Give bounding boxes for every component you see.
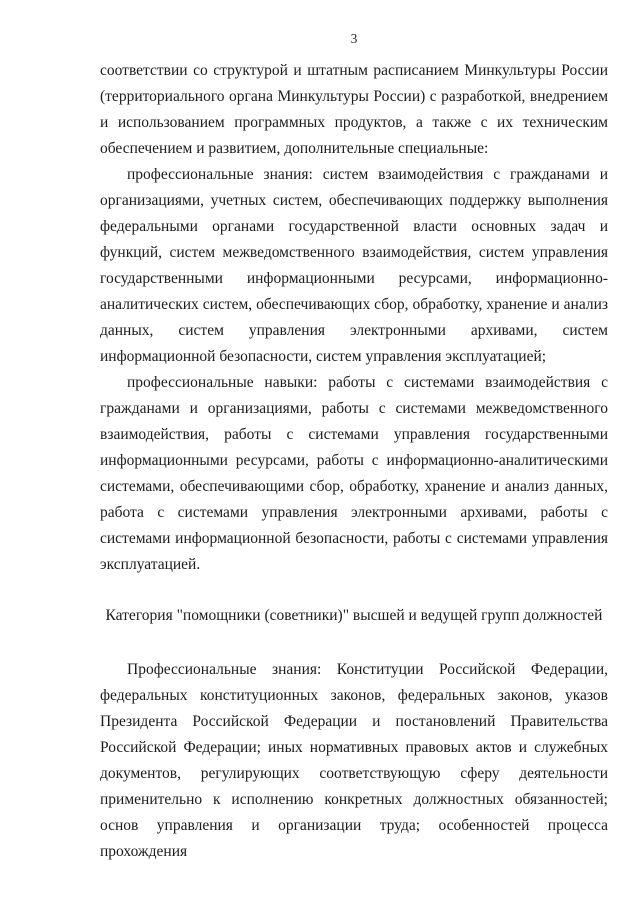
document-content <box>100 58 608 865</box>
paragraph-professional-knowledge-special: профессиональные знания: систем взаимодействия с гражданами и организациями, учетных систем, обеспечивающих поддержку выполнения федеральными органами государственной власти основных задач и функций, систем межведомственного взаимодействия, систем управления государственными информационными ресурсами, информационно-аналитических систем, обеспечивающих сбор, обработку, хранение и анализ данных, систем управления электронными архивами, систем информационной безопасности, систем управления эксплуатацией; <box>100 166 608 365</box>
page-number: 3 <box>350 31 358 46</box>
paragraph-continuation: соответствии со структурой и штатным расписанием Минкультуры России (территориального органа Минкультуры России) с разработкой, внедрением и использованием программных продуктов, а также с их техническим обеспечением и развитием, дополнительные специальные: <box>100 62 608 157</box>
section-heading-category-assistants-advisers: Категория "помощники (советники)" высшей и ведущей групп должностей <box>105 607 603 624</box>
paragraph-professional-skills-special: профессиональные навыки: работы с системами взаимодействия с гражданами и организациями, работы с системами межведомственного взаимодействия, работы с системами управления государственными информационными ресурсами, работы с информационно-аналитическими системами, обеспечивающими сбор, обработку, хранение и анализ данных, работа с системами управления электронными архивами, работы с системами информационной безопасности, работы с системами управления эксплуатацией. <box>100 374 608 573</box>
paragraph-professional-knowledge-category: Профессиональные знания: Конституции Российской Федерации, федеральных конституционных законов, федеральных законов, указов Президента Российской Федерации и постановлений Правительства Российской Федерации; иных нормативных правовых актов и служебных документов, регулирующих соответствующую сферу деятельности применительно к исполнению конкретных должностных обязанностей; основ управления и организации труда; особенностей процесса прохождения <box>100 661 608 860</box>
